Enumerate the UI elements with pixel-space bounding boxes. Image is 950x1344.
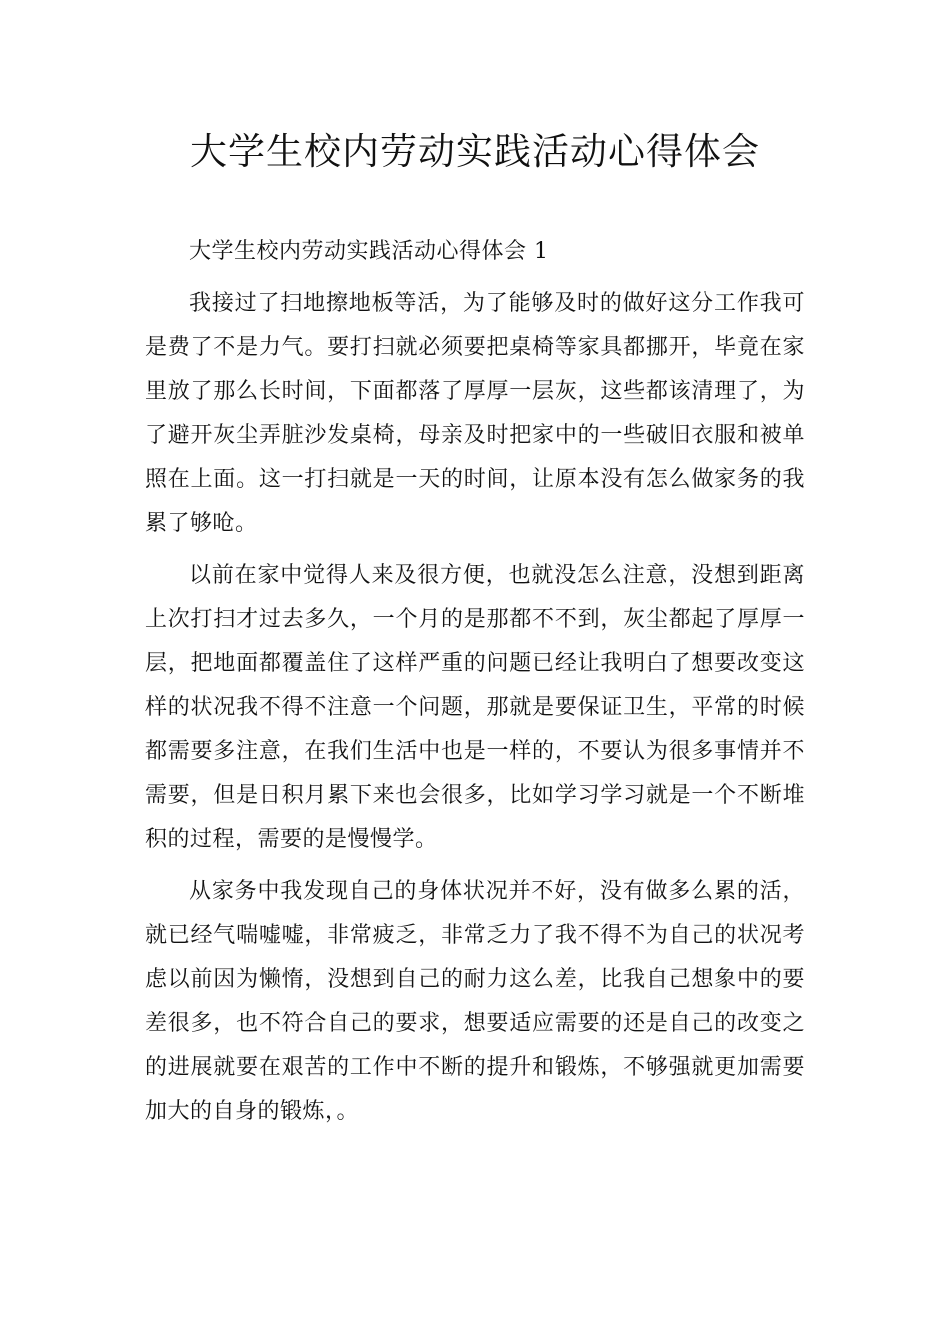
paragraph: 我接过了扫地擦地板等活，为了能够及时的做好这分工作我可是费了不是力气。要打扫就必须要把桌椅等家具都挪开，毕竟在家里放了那么长时间，下面都落了厚厚一层灰，这些都该清理了，为了避开灰尘弄脏沙发桌椅，母亲及时把家中的一些破旧衣服和被单照在上面。这一打扫就是一天的时间，让原本没有怎么做家务的我累了够呛。 — [145, 291, 805, 536]
section-heading: 大学生校内劳动实践活动心得体会 1 — [189, 239, 549, 264]
paragraph: 以前在家中觉得人来及很方便，也就没怎么注意，没想到距离上次打扫才过去多久，一个月的是那都不不到，灰尘都起了厚厚一层，把地面都覆盖住了这样严重的问题已经让我明白了想要改变这样的状况我不得不注意一个问题，那就是要保证卫生，平常的时候都需要多注意，在我们生活中也是一样的，不要认为很多事情并不需要，但是日积月累下来也会很多，比如学习学习就是一个不断堆积的过程，需要的是慢慢学。 — [145, 563, 805, 852]
paragraph: 从家务中我发现自己的身体状况并不好，没有做多么累的活，就已经气喘嘘嘘，非常疲乏，非常乏力了我不得不为自己的状况考虑以前因为懒惰，没想到自己的耐力这么差，比我自己想象中的要差很多，也不符合自己的要求，想要适应需要的还是自己的改变之的进展就要在艰苦的工作中不断的提升和锻炼，不够强就更加需要加大的自身的锻炼，。 — [145, 879, 805, 1124]
document-body — [145, 230, 805, 1142]
document-title: 大学生校内劳动实践活动心得体会 — [190, 130, 760, 173]
